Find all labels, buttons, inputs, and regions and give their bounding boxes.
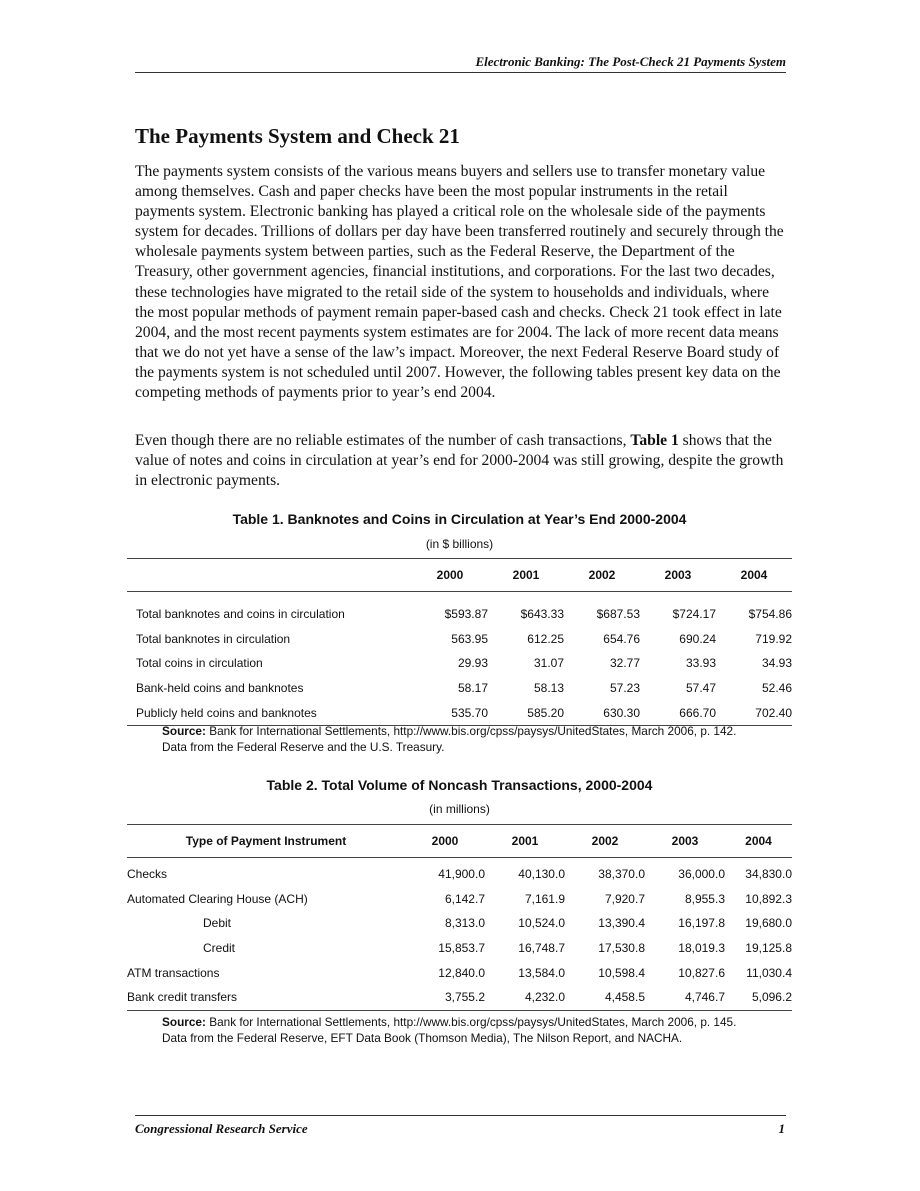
- table-cell: 32.77: [609, 656, 640, 671]
- table-cell: $754.86: [748, 607, 792, 622]
- source-citation: Bank for International Settlements, http://www.bis.org/cpss/paysys/UnitedStates, March 2006, p. 145.: [205, 1015, 737, 1029]
- source-label: Source:: [162, 724, 206, 738]
- row-label: ATM transactions: [127, 965, 220, 980]
- table-row: [127, 936, 792, 961]
- table-row: [127, 887, 792, 912]
- cash-paragraph-text-start: Even though there are no reliable estimates of the number of cash transactions,: [135, 432, 631, 449]
- intro-paragraph: The payments system consists of the various means buyers and sellers use to transfer monetary value among themselves. Cash and paper checks have been the most popular instruments in the retail payments system. Electronic banking has played a critical role on the wholesale side of the payments system for decades. Trillions of dollars per day have been transferred routinely and securely through the wholesale payments system between parties, such as the Federal Reserve, the Department of the Treasury, other government agencies, financial institutions, and corporations. For the last two decades, these technologies have migrated to the retail side of the system to households and individuals, where the most popular methods of payment remain paper-based cash and checks. Check 21 took effect in late 2004, and the most recent payments system estimates are for 2004. The lack of more recent data means that we do not yet have a sense of the law’s impact. Moreover, the next Federal Reserve Board study of the payments system is not scheduled until 2007. However, the following tables present key data on the competing methods of payments prior to year’s end 2004.: [135, 163, 784, 402]
- table-cell: 36,000.0: [678, 867, 725, 882]
- page-number: 1: [778, 1121, 785, 1136]
- table-cell: 11,030.4: [746, 965, 792, 980]
- table-cell: 57.47: [685, 681, 716, 696]
- table-cell: 29.93: [457, 656, 488, 671]
- table-cell: 33.93: [685, 656, 716, 671]
- table-cell: 8,955.3: [684, 891, 725, 906]
- table-1-source: [162, 723, 782, 755]
- table-2-corner-header: Type of Payment Instrument: [185, 834, 347, 848]
- table-cell: $593.87: [444, 607, 488, 622]
- table-cell: $724.17: [672, 607, 716, 622]
- footer-publisher: Congressional Research Service: [135, 1121, 308, 1136]
- table-cell: 58.13: [533, 681, 564, 696]
- table-cell: 17,530.8: [598, 941, 645, 956]
- table-cell: 52.46: [761, 681, 792, 696]
- table-cell: 15,853.7: [438, 941, 485, 956]
- row-label: Total banknotes in circulation: [136, 631, 291, 646]
- table-2: [127, 824, 792, 1011]
- source-citation: Bank for International Settlements, http://www.bis.org/cpss/paysys/UnitedStates, March 2006, p. 142.: [205, 724, 737, 738]
- table-cell: 10,827.6: [678, 965, 725, 980]
- table-2-header-row: [127, 825, 792, 858]
- table-row: [127, 676, 792, 701]
- table-1-subtitle: (in $ billions): [425, 537, 494, 551]
- table-cell: 612.25: [527, 631, 564, 646]
- table-row: [127, 651, 792, 676]
- table-cell: 654.76: [603, 631, 640, 646]
- row-label: Publicly held coins and banknotes: [136, 705, 317, 720]
- table-cell: 563.95: [451, 631, 488, 646]
- table-cell: 7,161.9: [524, 891, 565, 906]
- section-title: The Payments System and Check 21: [135, 124, 460, 148]
- table-row: [127, 960, 792, 985]
- table-2-year-header: 2001: [511, 834, 539, 848]
- table-row: [127, 858, 792, 887]
- table-cell: 19,680.0: [745, 916, 792, 931]
- row-label: Checks: [127, 867, 168, 882]
- table-1-header-row: [127, 559, 792, 592]
- table-cell: 34,830.0: [745, 867, 792, 882]
- source-note: Data from the Federal Reserve, EFT Data Book (Thomson Media), The Nilson Report, and NACHA.: [162, 1031, 683, 1045]
- table-cell: 630.30: [603, 705, 640, 720]
- row-label: Bank-held coins and banknotes: [136, 681, 304, 696]
- table-cell: 4,232.0: [524, 990, 565, 1005]
- table-2-year-header: 2002: [591, 834, 619, 848]
- table-1-corner-header: [127, 559, 412, 592]
- table-cell: 6,142.7: [444, 891, 485, 906]
- table-cell: 666.70: [679, 705, 716, 720]
- table-1-year-header: 2004: [740, 568, 768, 582]
- table-cell: 58.17: [457, 681, 488, 696]
- table-2-year-header: 2000: [431, 834, 459, 848]
- table-cell: 719.92: [755, 631, 792, 646]
- cash-paragraph: [135, 431, 785, 491]
- table-2-title: Table 2. Total Volume of Noncash Transactions, 2000-2004: [266, 777, 653, 793]
- table-1: [127, 558, 792, 726]
- table-cell: 702.40: [755, 705, 792, 720]
- table-2-year-header: 2004: [745, 834, 772, 848]
- table-cell: 19,125.8: [745, 941, 792, 956]
- table-2-year-header: 2003: [671, 834, 699, 848]
- table-cell: $687.53: [596, 607, 640, 622]
- table-cell: 690.24: [679, 631, 716, 646]
- table-cell: 585.20: [527, 705, 564, 720]
- table-1-year-header: 2003: [664, 568, 692, 582]
- table-cell: 16,197.8: [678, 916, 725, 931]
- cash-paragraph-text-end: shows that the value of notes and coins in circulation at year’s end for 2000-2004 was still growing, despite the growth in electronic payments.: [135, 432, 784, 490]
- table-cell: 10,892.3: [745, 891, 792, 906]
- table-row: [127, 627, 792, 652]
- table-1-year-header: 2000: [436, 568, 464, 582]
- table-cell: 13,390.4: [598, 916, 645, 931]
- table-1-title: Table 1. Banknotes and Coins in Circulation at Year’s End 2000-2004: [232, 511, 687, 527]
- footer-rule: [135, 1115, 786, 1116]
- row-label: Credit: [203, 941, 236, 956]
- table-cell: 535.70: [451, 705, 488, 720]
- table-1-year-header: 2002: [588, 568, 616, 582]
- source-note: Data from the Federal Reserve and the U.S. Treasury.: [162, 740, 445, 754]
- table-cell: 31.07: [533, 656, 564, 671]
- table-row: [127, 592, 792, 627]
- table-1-reference: Table 1: [630, 432, 679, 449]
- table-cell: 10,598.4: [598, 965, 645, 980]
- table-cell: 57.23: [609, 681, 640, 696]
- table-cell: 13,584.0: [518, 965, 565, 980]
- row-label: Total coins in circulation: [136, 656, 263, 671]
- row-label: Bank credit transfers: [127, 990, 238, 1005]
- table-cell: 34.93: [761, 656, 792, 671]
- table-cell: 5,096.2: [751, 990, 792, 1005]
- table-cell: 16,748.7: [518, 941, 565, 956]
- table-cell: 38,370.0: [598, 867, 645, 882]
- table-cell: 4,458.5: [604, 990, 645, 1005]
- table-cell: 12,840.0: [438, 965, 485, 980]
- table-1-year-header: 2001: [512, 568, 540, 582]
- table-cell: 7,920.7: [604, 891, 645, 906]
- running-header: Electronic Banking: The Post-Check 21 Payments System: [475, 54, 786, 69]
- table-cell: 41,900.0: [438, 867, 485, 882]
- table-cell: 18,019.3: [678, 941, 725, 956]
- source-label: Source:: [162, 1015, 206, 1029]
- row-label: Total banknotes and coins in circulation: [136, 607, 345, 622]
- table-row: [127, 911, 792, 936]
- row-label: Debit: [203, 916, 232, 931]
- table-cell: 10,524.0: [518, 916, 565, 931]
- table-2-subtitle: (in millions): [429, 802, 490, 816]
- table-cell: $643.33: [520, 607, 564, 622]
- header-rule: [135, 72, 786, 73]
- table-cell: 4,746.7: [684, 990, 725, 1005]
- table-row: [127, 700, 792, 725]
- table-cell: 8,313.0: [444, 916, 485, 931]
- row-label: Automated Clearing House (ACH): [127, 891, 308, 906]
- table-2-source: [162, 1014, 782, 1046]
- table-cell: 40,130.0: [518, 867, 565, 882]
- table-row: [127, 985, 792, 1010]
- table-cell: 3,755.2: [444, 990, 485, 1005]
